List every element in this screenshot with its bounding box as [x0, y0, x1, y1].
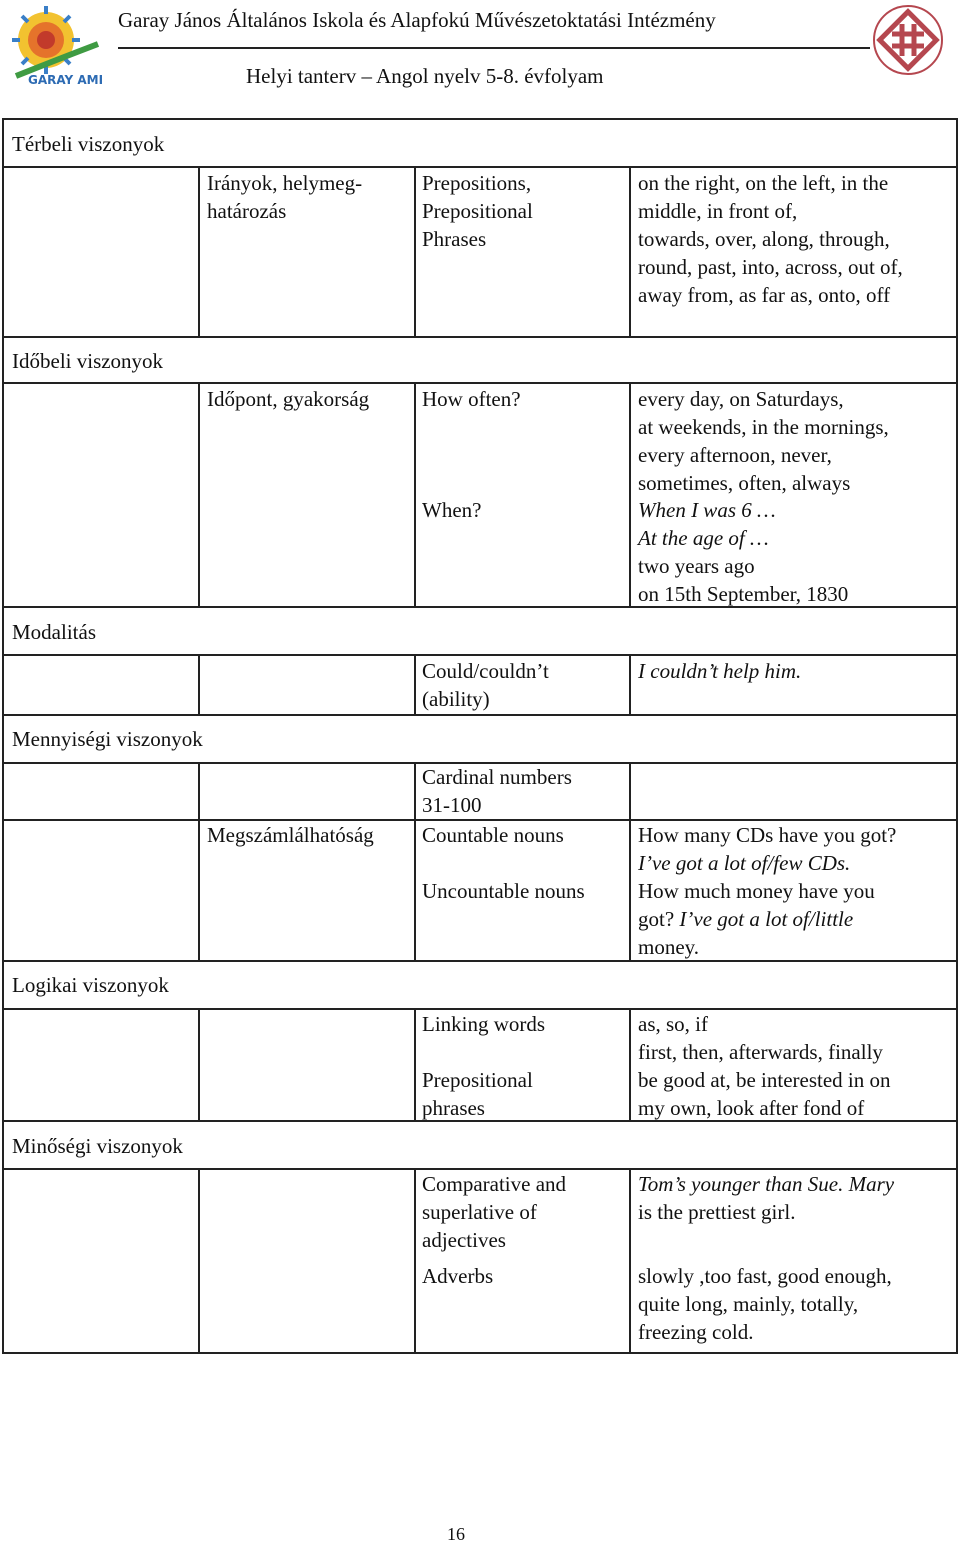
example-text: my own, look after fond of — [638, 1096, 865, 1120]
art-school-emblem — [866, 4, 950, 76]
example-text: two years ago — [638, 554, 755, 578]
example-text: is the prettiest girl. — [638, 1200, 796, 1224]
example-text: got? — [638, 907, 680, 931]
structure-text: 31-100 — [422, 793, 482, 817]
example-text: be good at, be interested in on — [638, 1068, 891, 1092]
structure-text: Adverbs — [422, 1264, 494, 1288]
structure-text: phrases — [422, 1096, 485, 1120]
structure-text: Prepositional — [422, 199, 533, 223]
structure-text: Cardinal numbers — [422, 765, 572, 789]
section-title-modalitas: Modalitás — [12, 620, 96, 644]
school-logo — [6, 4, 106, 88]
page-number: 16 — [447, 1524, 465, 1544]
example-text: at weekends, in the mornings, — [638, 415, 889, 439]
section-title-minosegi: Minőségi viszonyok — [12, 1134, 183, 1158]
structure-text: Prepositional — [422, 1068, 533, 1092]
structure-text: Comparative and — [422, 1172, 567, 1196]
structure-text: Countable nouns — [422, 823, 564, 847]
example-text: I’ve got a lot of/little — [679, 907, 854, 931]
example-text — [638, 905, 853, 933]
example-text: How many CDs have you got? — [638, 823, 897, 847]
example-text: away from, as far as, onto, off — [638, 283, 891, 307]
header-rule — [118, 47, 870, 49]
example-text: quite long, mainly, totally, — [638, 1292, 859, 1316]
topic-text: Irányok, helymeg- — [207, 171, 363, 195]
example-text: When I was 6 … — [638, 498, 776, 522]
example-text: on 15th September, 1830 — [638, 582, 849, 606]
curriculum-title: Helyi tanterv – Angol nyelv 5-8. évfolyam — [246, 64, 604, 88]
topic-text: határozás — [207, 199, 287, 223]
structure-text: Uncountable nouns — [422, 879, 585, 903]
example-text: I’ve got a lot of/few CDs. — [638, 851, 851, 875]
structure-text: How often? — [422, 387, 521, 411]
structure-text: superlative of — [422, 1200, 537, 1224]
topic-text: Időpont, gyakorság — [207, 387, 370, 411]
svg-text:GARAY AMI: GARAY AMI — [28, 73, 104, 87]
section-title-mennyisegi: Mennyiségi viszonyok — [12, 727, 203, 751]
example-text: At the age of … — [638, 526, 769, 550]
example-text: How much money have you — [638, 879, 875, 903]
example-text: first, then, afterwards, finally — [638, 1040, 883, 1064]
example-text: middle, in front of, — [638, 199, 798, 223]
example-text: I couldn’t help him. — [638, 659, 802, 683]
structure-text: Prepositions, — [422, 171, 532, 195]
example-text: round, past, into, across, out of, — [638, 255, 903, 279]
structure-text: Phrases — [422, 227, 487, 251]
example-text: towards, over, along, through, — [638, 227, 890, 251]
example-text: every day, on Saturdays, — [638, 387, 844, 411]
example-text: freezing cold. — [638, 1320, 754, 1344]
example-text: money. — [638, 935, 700, 959]
section-title-logikai: Logikai viszonyok — [12, 973, 169, 997]
structure-text: Linking words — [422, 1012, 546, 1036]
topic-text: Megszámlálhatóság — [207, 823, 374, 847]
example-text: every afternoon, never, — [638, 443, 832, 467]
section-title-terbeli: Térbeli viszonyok — [12, 132, 165, 156]
example-text: as, so, if — [638, 1012, 708, 1036]
section-title-idobeli: Időbeli viszonyok — [12, 349, 164, 373]
structure-text: When? — [422, 498, 482, 522]
school-name: Garay János Általános Iskola és Alapfokú Művészetoktatási Intézmény — [118, 8, 716, 32]
structure-text: Could/couldn’t — [422, 659, 549, 683]
example-text: slowly ,too fast, good enough, — [638, 1264, 892, 1288]
structure-text: (ability) — [422, 687, 490, 711]
page-header — [0, 0, 960, 110]
example-text: Tom’s younger than Sue. Mary — [638, 1172, 895, 1196]
structure-text: adjectives — [422, 1228, 506, 1252]
example-text: sometimes, often, always — [638, 471, 851, 495]
example-text: on the right, on the left, in the — [638, 171, 889, 195]
